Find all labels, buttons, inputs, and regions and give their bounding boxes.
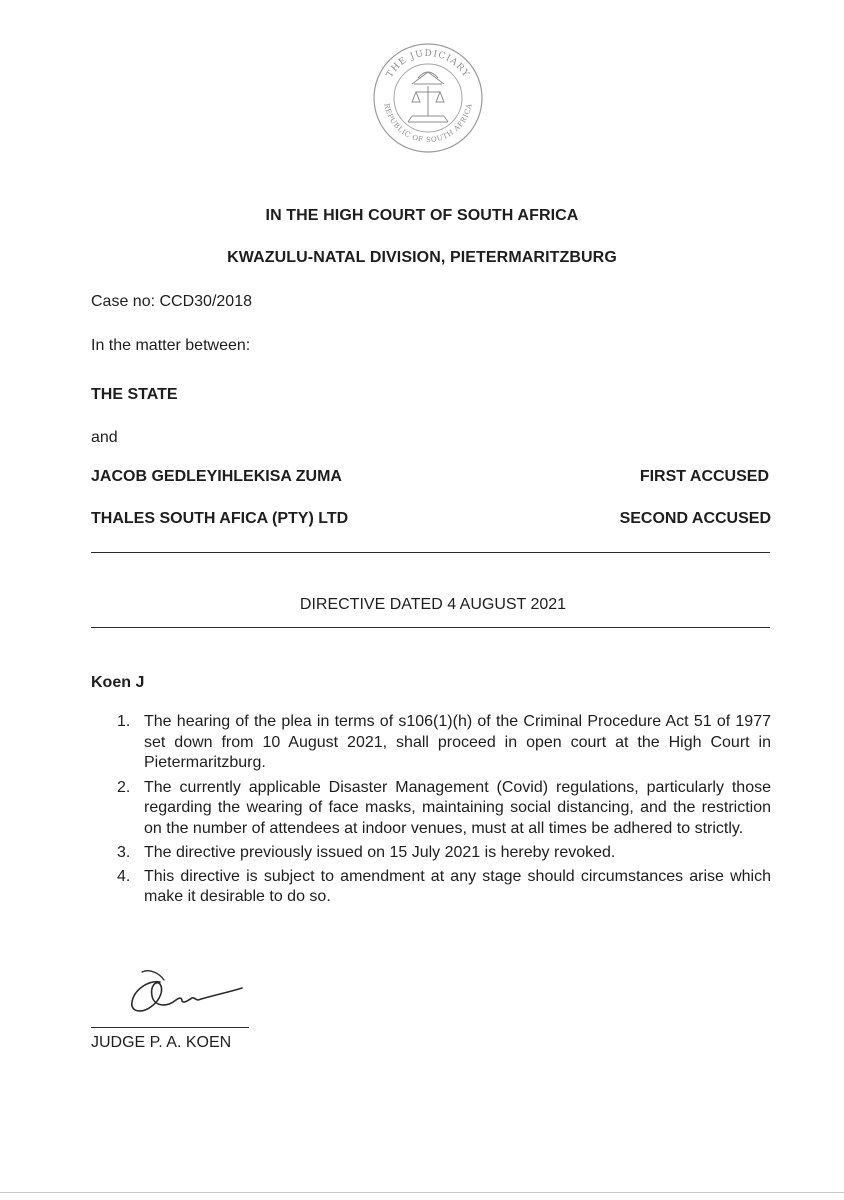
- court-title: IN THE HIGH COURT OF SOUTH AFRICA: [265, 207, 579, 224]
- direction-number: 3.: [117, 844, 131, 861]
- direction-item: [117, 778, 771, 840]
- party-state: THE STATE: [91, 386, 178, 403]
- direction-number: 4.: [117, 867, 131, 885]
- judge-heading: Koen J: [91, 674, 145, 691]
- direction-number: 2.: [117, 778, 131, 796]
- directive-title: DIRECTIVE DATED 4 AUGUST 2021: [299, 596, 567, 613]
- page-edge: [0, 1192, 844, 1193]
- direction-text: The hearing of the plea in terms of s106(1)(h) of the Criminal Procedure Act 51 of 1977 set down from 10 August 2021, shall proceed in open court at the High Court in Pietermaritzburg.: [144, 713, 771, 771]
- matter-intro: In the matter between:: [91, 337, 251, 354]
- first-accused-name: JACOB GEDLEYIHLEKISA ZUMA: [91, 468, 342, 485]
- party-conjunction: and: [91, 429, 118, 446]
- direction-text: The directive previously issued on 15 July 2021 is hereby revoked.: [144, 844, 616, 861]
- second-accused-role: SECOND ACCUSED: [619, 510, 771, 527]
- direction-text: The currently applicable Disaster Management (Covid) regulations, particularly those regarding the wearing of face masks, maintaining social distancing, and the restriction on the number of attendees at indoor venues, must at all times be adhered to strictly.: [144, 778, 771, 837]
- case-number: Case no: CCD30/2018: [91, 293, 252, 310]
- direction-text: This directive is subject to amendment at any stage should circumstances arise which make it desirable to do so.: [144, 867, 771, 905]
- first-accused-role: FIRST ACCUSED: [639, 468, 769, 485]
- seal-outer-text: THE JUDICIARY: [385, 48, 471, 80]
- direction-item: [117, 843, 771, 864]
- second-accused-name: THALES SOUTH AFICA (PTY) LTD: [91, 510, 349, 527]
- seal-inner-text: REPUBLIC OF SOUTH AFRICA: [382, 102, 474, 145]
- direction-number: 1.: [117, 713, 131, 730]
- directions-list: [117, 712, 771, 908]
- direction-item: [117, 867, 771, 908]
- divider-bottom: [91, 627, 770, 628]
- judge-signature-name: JUDGE P. A. KOEN: [91, 1034, 232, 1051]
- direction-item: [117, 712, 771, 774]
- signature-line: [91, 1027, 249, 1028]
- court-seal-icon: [372, 42, 484, 154]
- divider-top: [91, 552, 770, 553]
- division-title: KWAZULU-NATAL DIVISION, PIETERMARITZBURG: [227, 249, 617, 266]
- handwritten-signature: [120, 960, 250, 1020]
